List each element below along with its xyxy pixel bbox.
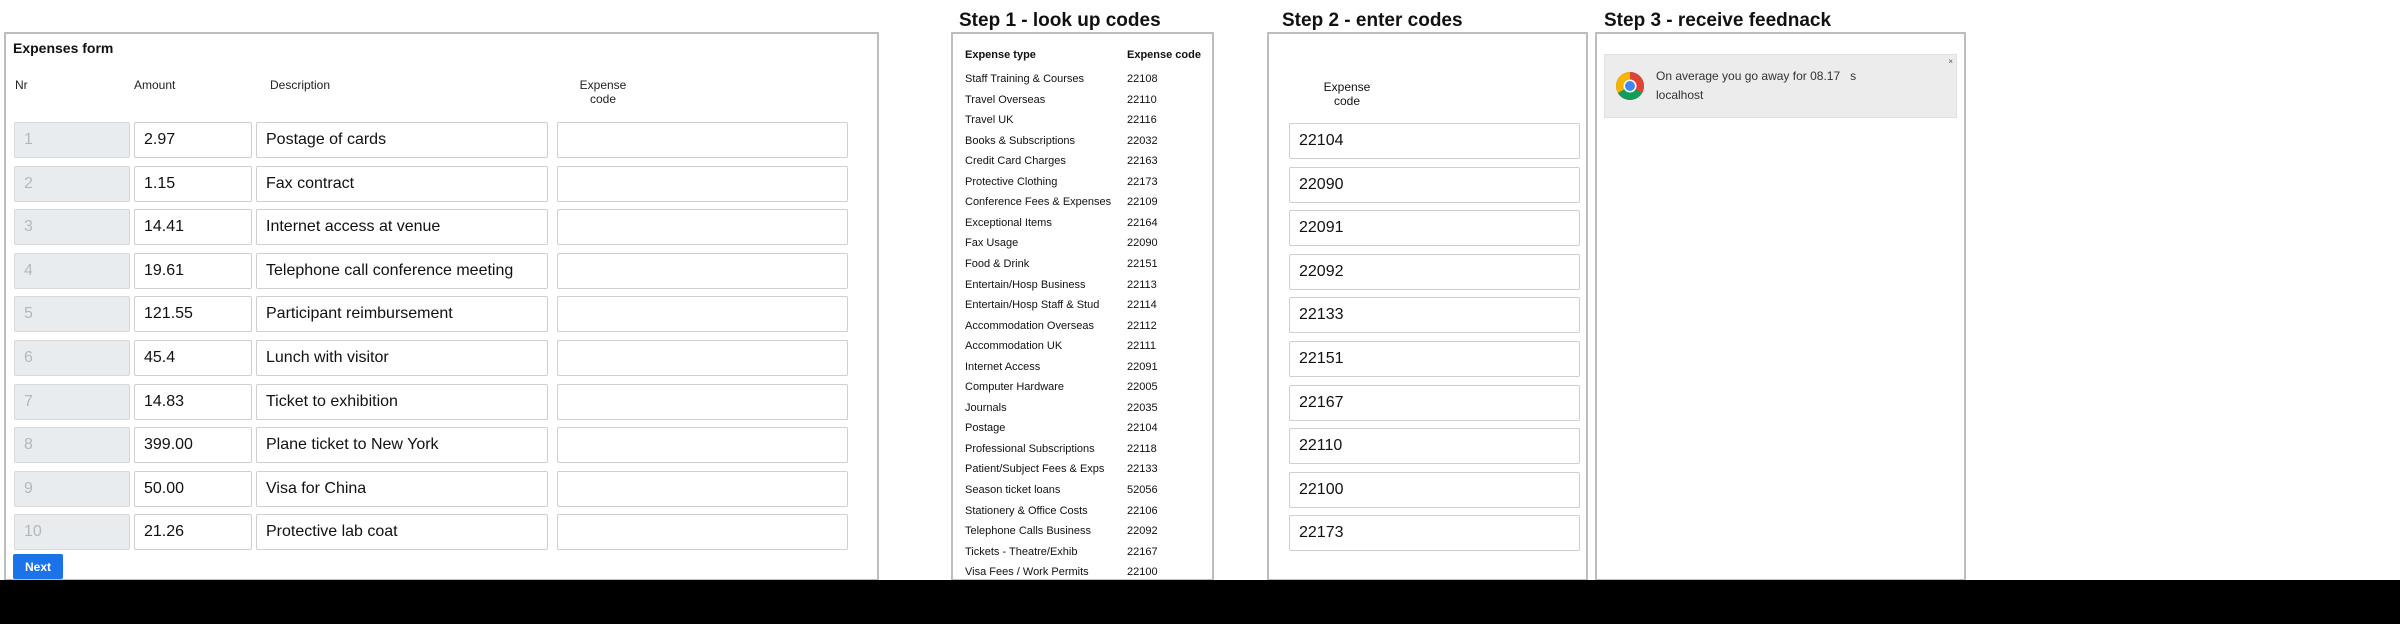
code-input[interactable] <box>1289 428 1580 464</box>
amount-field[interactable] <box>134 209 252 245</box>
description-field[interactable] <box>256 471 548 507</box>
table-row <box>6 253 877 289</box>
code-input[interactable] <box>1289 297 1580 333</box>
lookup-expense-code: 52056 <box>1127 484 1158 496</box>
expense-code-field[interactable] <box>557 166 848 202</box>
lookup-expense-type: Entertain/Hosp Business <box>965 279 1086 291</box>
lookup-header-code: Expense code <box>1127 49 1201 61</box>
lookup-expense-type: Exceptional Items <box>965 217 1052 229</box>
lookup-row <box>953 459 1212 479</box>
lookup-row <box>953 418 1212 438</box>
lookup-expense-code: 22108 <box>1127 73 1158 85</box>
nr-field <box>14 384 130 420</box>
lookup-row <box>953 213 1212 233</box>
nr-field <box>14 340 130 376</box>
lookup-expense-code: 22091 <box>1127 361 1158 373</box>
lookup-expense-code: 22100 <box>1127 566 1158 578</box>
description-field[interactable] <box>256 296 548 332</box>
amount-field[interactable] <box>134 166 252 202</box>
nr-field <box>14 253 130 289</box>
lookup-row <box>953 90 1212 110</box>
lookup-expense-type: Credit Card Charges <box>965 155 1066 167</box>
lookup-expense-code: 22133 <box>1127 463 1158 475</box>
lookup-row <box>953 151 1212 171</box>
code-input[interactable] <box>1289 210 1580 246</box>
step3-title: Step 3 - receive feednack <box>1604 10 1832 31</box>
code-input[interactable] <box>1289 123 1580 159</box>
header-description: Description <box>270 78 331 92</box>
lookup-expense-code: 22032 <box>1127 135 1158 147</box>
lookup-expense-type: Accommodation Overseas <box>965 320 1094 332</box>
nr-field <box>14 514 130 550</box>
table-row <box>6 427 877 463</box>
lookup-expense-type: Postage <box>965 422 1006 434</box>
nr-field <box>14 296 130 332</box>
lookup-row <box>953 377 1212 397</box>
amount-field[interactable] <box>134 253 252 289</box>
lookup-expense-type: Journals <box>965 402 1007 414</box>
description-field[interactable] <box>256 253 548 289</box>
lookup-expense-code: 22151 <box>1127 258 1158 270</box>
nr-field <box>14 166 130 202</box>
code-input[interactable] <box>1289 385 1580 421</box>
amount-field[interactable] <box>134 122 252 158</box>
lookup-expense-type: Entertain/Hosp Staff & Stud <box>965 299 1100 311</box>
lookup-expense-type: Books & Subscriptions <box>965 135 1076 147</box>
header-nr: Nr <box>15 78 28 92</box>
expense-code-field[interactable] <box>557 514 848 550</box>
notification-message: On average you go away for 08.17 s <box>1656 69 1857 83</box>
lookup-expense-code: 22092 <box>1127 525 1158 537</box>
lookup-row <box>953 172 1212 192</box>
notification-source: localhost <box>1656 88 1704 102</box>
lookup-expense-type: Season ticket loans <box>965 484 1061 496</box>
lookup-codes-table <box>951 32 1214 581</box>
lookup-expense-code: 22112 <box>1127 320 1157 332</box>
code-input[interactable] <box>1289 515 1580 551</box>
lookup-row <box>953 254 1212 274</box>
lookup-row <box>953 131 1212 151</box>
description-field[interactable] <box>256 427 548 463</box>
lookup-row <box>953 275 1212 295</box>
lookup-expense-code: 22111 <box>1127 340 1156 352</box>
lookup-expense-code: 22118 <box>1127 443 1157 455</box>
expense-code-field[interactable] <box>557 296 848 332</box>
lookup-row <box>953 110 1212 130</box>
expense-code-field[interactable] <box>557 253 848 289</box>
table-row <box>6 384 877 420</box>
lookup-expense-code: 22106 <box>1127 505 1158 517</box>
description-field[interactable] <box>256 340 548 376</box>
lookup-row <box>953 336 1212 356</box>
lookup-expense-code: 22116 <box>1127 114 1157 126</box>
header-expense-code: Expense code <box>579 78 627 106</box>
chrome-icon <box>1615 71 1645 101</box>
step2-title: Step 2 - enter codes <box>1282 10 1463 31</box>
amount-field[interactable] <box>134 514 252 550</box>
lookup-header-type: Expense type <box>965 49 1036 61</box>
lookup-expense-type: Fax Usage <box>965 237 1019 249</box>
lookup-expense-type: Travel Overseas <box>965 94 1046 106</box>
lookup-row <box>953 562 1212 582</box>
amount-field[interactable] <box>134 427 252 463</box>
lookup-row <box>953 192 1212 212</box>
nr-field <box>14 427 130 463</box>
table-row <box>6 514 877 550</box>
lookup-expense-type: Accommodation UK <box>965 340 1063 352</box>
lookup-expense-type: Patient/Subject Fees & Exps <box>965 463 1105 475</box>
amount-field[interactable] <box>134 340 252 376</box>
close-icon[interactable]: × <box>1948 57 1953 66</box>
table-row <box>6 209 877 245</box>
enter-header-expense-code: Expense code <box>1323 80 1371 108</box>
lookup-row <box>953 398 1212 418</box>
lookup-expense-type: Staff Training & Courses <box>965 73 1085 85</box>
expense-code-field[interactable] <box>557 427 848 463</box>
description-field[interactable] <box>256 209 548 245</box>
expense-code-field[interactable] <box>557 471 848 507</box>
lookup-row <box>953 357 1212 377</box>
code-input[interactable] <box>1289 472 1580 508</box>
code-input[interactable] <box>1289 254 1580 290</box>
step1-title: Step 1 - look up codes <box>959 10 1161 31</box>
form-title: Expenses form <box>13 40 114 56</box>
description-field[interactable] <box>256 122 548 158</box>
lookup-expense-type: Conference Fees & Expenses <box>965 196 1112 208</box>
lookup-expense-type: Tickets - Theatre/Exhib <box>965 546 1078 558</box>
lookup-expense-type: Computer Hardware <box>965 381 1065 393</box>
lookup-expense-type: Telephone Calls Business <box>965 525 1091 537</box>
expenses-form <box>4 32 879 581</box>
table-row <box>6 166 877 202</box>
lookup-expense-code: 22113 <box>1127 279 1157 291</box>
lookup-expense-code: 22109 <box>1127 196 1158 208</box>
table-row <box>6 296 877 332</box>
nr-field <box>14 471 130 507</box>
lookup-expense-type: Internet Access <box>965 361 1041 373</box>
lookup-expense-type: Protective Clothing <box>965 176 1058 188</box>
lookup-expense-code: 22164 <box>1127 217 1158 229</box>
expense-code-field[interactable] <box>557 122 848 158</box>
header-amount: Amount <box>134 78 176 92</box>
lookup-expense-type: Visa Fees / Work Permits <box>965 566 1089 578</box>
notification[interactable] <box>1604 54 1957 118</box>
expense-code-field[interactable] <box>557 384 848 420</box>
amount-field[interactable] <box>134 471 252 507</box>
amount-field[interactable] <box>134 296 252 332</box>
lookup-expense-type: Professional Subscriptions <box>965 443 1095 455</box>
lookup-row <box>953 295 1212 315</box>
lookup-expense-type: Stationery & Office Costs <box>965 505 1088 517</box>
table-row <box>6 122 877 158</box>
lookup-expense-code: 22163 <box>1127 155 1158 167</box>
bottom-bar <box>0 580 2400 624</box>
lookup-expense-code: 22104 <box>1127 422 1158 434</box>
lookup-expense-code: 22110 <box>1127 94 1157 106</box>
lookup-expense-code: 22035 <box>1127 402 1158 414</box>
lookup-expense-code: 22090 <box>1127 237 1158 249</box>
lookup-row <box>953 501 1212 521</box>
lookup-row <box>953 233 1212 253</box>
lookup-row <box>953 542 1212 562</box>
expense-code-field[interactable] <box>557 209 848 245</box>
code-input[interactable] <box>1289 167 1580 203</box>
description-field[interactable] <box>256 384 548 420</box>
description-field[interactable] <box>256 514 548 550</box>
lookup-expense-type: Food & Drink <box>965 258 1030 270</box>
lookup-expense-type: Travel UK <box>965 114 1014 126</box>
lookup-row <box>953 521 1212 541</box>
lookup-row <box>953 439 1212 459</box>
lookup-expense-code: 22005 <box>1127 381 1158 393</box>
code-input[interactable] <box>1289 341 1580 377</box>
amount-field[interactable] <box>134 384 252 420</box>
lookup-row <box>953 69 1212 89</box>
expense-code-field[interactable] <box>557 340 848 376</box>
nr-field <box>14 122 130 158</box>
enter-codes-panel <box>1267 32 1588 581</box>
next-button[interactable]: Next <box>13 554 63 579</box>
feedback-panel <box>1595 32 1966 581</box>
lookup-row <box>953 316 1212 336</box>
lookup-expense-code: 22167 <box>1127 546 1158 558</box>
nr-field <box>14 209 130 245</box>
lookup-expense-code: 22173 <box>1127 176 1158 188</box>
description-field[interactable] <box>256 166 548 202</box>
table-row <box>6 340 877 376</box>
table-row <box>6 471 877 507</box>
lookup-expense-code: 22114 <box>1127 299 1157 311</box>
lookup-row <box>953 480 1212 500</box>
